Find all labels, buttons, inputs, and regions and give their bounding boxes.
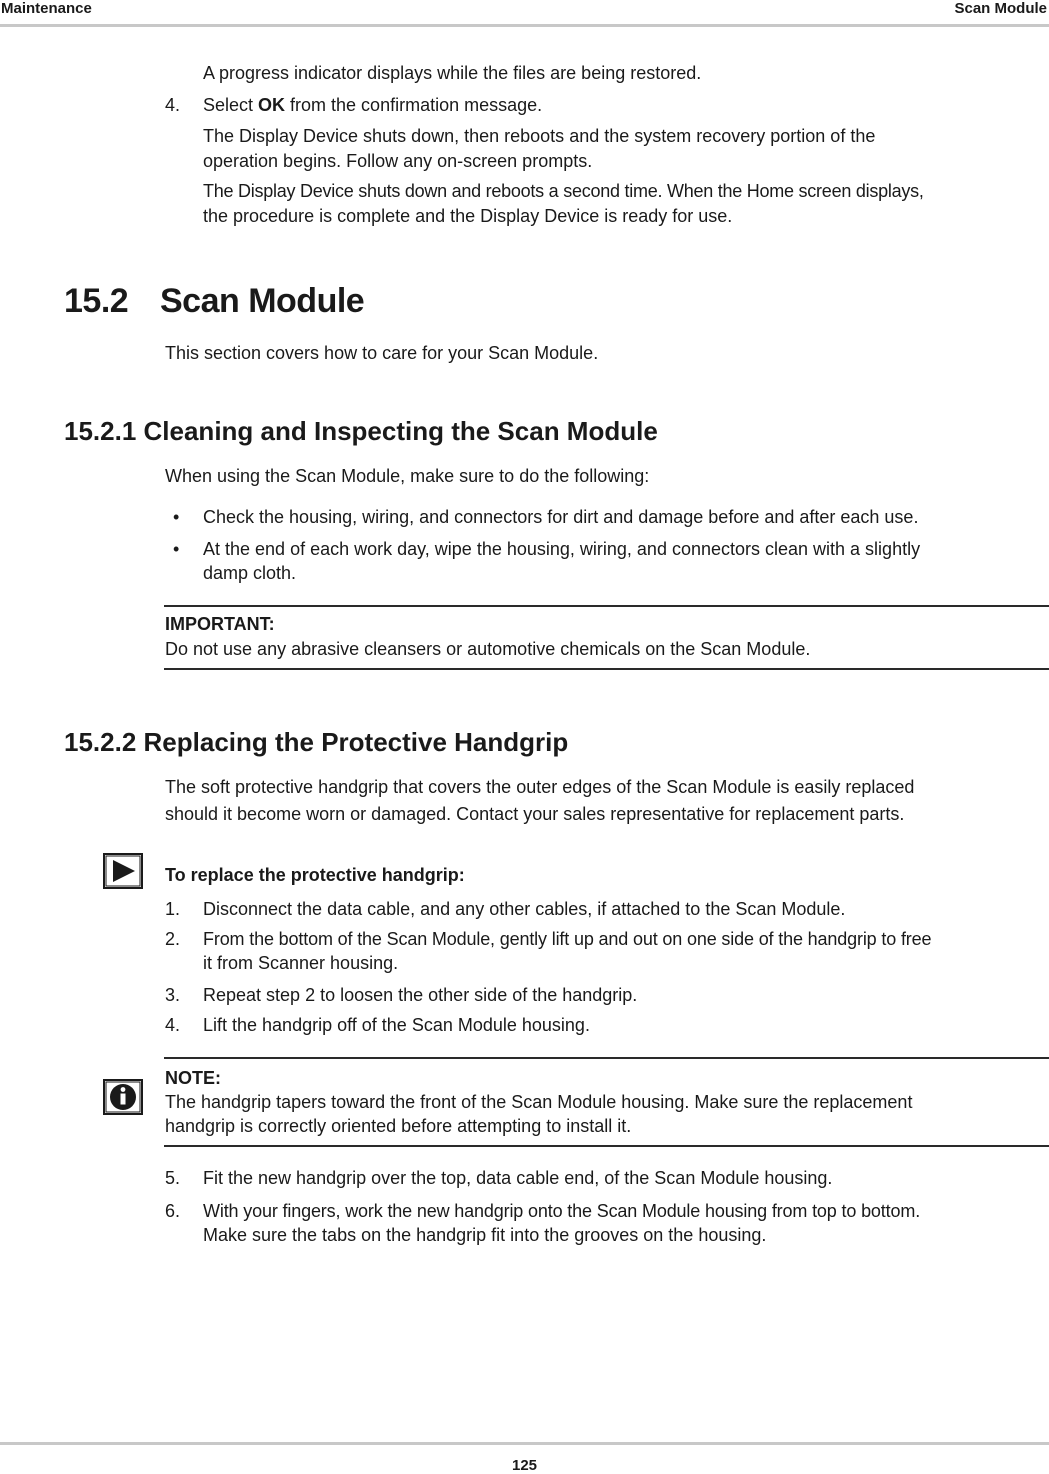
step-number: 5.: [165, 1168, 181, 1188]
important-text: Do not use any abrasive cleansers or automotive chemicals on the Scan Module.: [165, 639, 811, 659]
bullet-item-2-line-1: At the end of each work day, wipe the housing, wiring, and connectors clean with a slightly: [203, 539, 921, 559]
step-2-text-line-2: it from Scanner housing.: [203, 953, 399, 973]
header-section-title: Scan Module: [954, 0, 1047, 17]
important-box-top-rule: [164, 605, 1049, 607]
step-4-handgrip-text: Lift the handgrip off of the Scan Module housing.: [203, 1015, 590, 1035]
step-5-text: Fit the new handgrip over the top, data cable end, of the Scan Module housing.: [203, 1168, 833, 1188]
cleaning-lead: When using the Scan Module, make sure to do the following:: [165, 466, 650, 486]
step-number: 3.: [165, 985, 181, 1005]
section-number: 15.2: [64, 282, 129, 320]
important-box-bottom-rule: [164, 668, 1049, 670]
page-header: [0, 0, 1049, 26]
reboot-paragraph-line-1: The Display Device shuts down, then reboots and the system recovery portion of the: [203, 126, 876, 146]
note-text-line-2: handgrip is correctly oriented before attempting to install it.: [165, 1116, 632, 1136]
note-box-bottom-rule: [164, 1145, 1049, 1147]
step-number: 1.: [165, 899, 181, 919]
procedure-arrow-icon: [103, 853, 143, 889]
note-label: NOTE:: [165, 1068, 221, 1088]
home-paragraph-line-1: The Display Device shuts down and reboots a second time. When the Home screen displays,: [203, 181, 924, 201]
info-icon: [103, 1079, 143, 1115]
header-rule: [0, 24, 1049, 27]
handgrip-paragraph-line-1: The soft protective handgrip that covers the outer edges of the Scan Module is easily replaced: [165, 777, 915, 797]
step-number: 6.: [165, 1201, 181, 1221]
note-box-top-rule: [164, 1057, 1049, 1059]
reboot-paragraph-line-2: operation begins. Follow any on-screen prompts.: [203, 151, 593, 171]
note-text-line-1: The handgrip tapers toward the front of the Scan Module housing. Make sure the replacement: [165, 1092, 913, 1112]
step-3-text: Repeat step 2 to loosen the other side of the handgrip.: [203, 985, 638, 1005]
section-heading: [64, 282, 364, 321]
handgrip-paragraph-line-2: should it become worn or damaged. Contact your sales representative for replacement parts.: [165, 804, 905, 824]
bullet-item-1: Check the housing, wiring, and connectors for dirt and damage before and after each use.: [203, 507, 919, 527]
home-paragraph-line-2: the procedure is complete and the Display Device is ready for use.: [203, 206, 733, 226]
step-number: 4.: [165, 95, 181, 115]
section-intro: This section covers how to care for your Scan Module.: [165, 343, 599, 363]
step-number: 4.: [165, 1015, 181, 1035]
bullet-marker: •: [173, 539, 180, 559]
page-number: 125: [511, 1457, 538, 1474]
ok-emphasis: OK: [258, 95, 286, 115]
procedure-title: To replace the protective handgrip:: [165, 865, 465, 885]
bullet-item-2-line-2: damp cloth.: [203, 563, 297, 583]
progress-text: A progress indicator displays while the files are being restored.: [203, 63, 702, 83]
header-chapter-title: Maintenance: [1, 0, 92, 17]
bullet-marker: •: [173, 507, 180, 527]
step-6-text-line-1: With your fingers, work the new handgrip onto the Scan Module housing from top to bottom.: [203, 1201, 921, 1221]
subsection-heading-handgrip: 15.2.2 Replacing the Protective Handgrip: [64, 727, 569, 757]
footer-rule: [0, 1442, 1049, 1445]
section-title: Scan Module: [160, 282, 365, 320]
subsection-heading-cleaning: 15.2.1 Cleaning and Inspecting the Scan Module: [64, 416, 658, 446]
step-4-text: Select OK from the confirmation message.: [203, 95, 543, 115]
step-number: 2.: [165, 929, 181, 949]
step-6-text-line-2: Make sure the tabs on the handgrip fit into the grooves on the housing.: [203, 1225, 767, 1245]
step-1-text: Disconnect the data cable, and any other cables, if attached to the Scan Module.: [203, 899, 846, 919]
important-label: IMPORTANT:: [165, 614, 275, 634]
step-2-text-line-1: From the bottom of the Scan Module, gently lift up and out on one side of the handgrip to free: [203, 929, 932, 949]
